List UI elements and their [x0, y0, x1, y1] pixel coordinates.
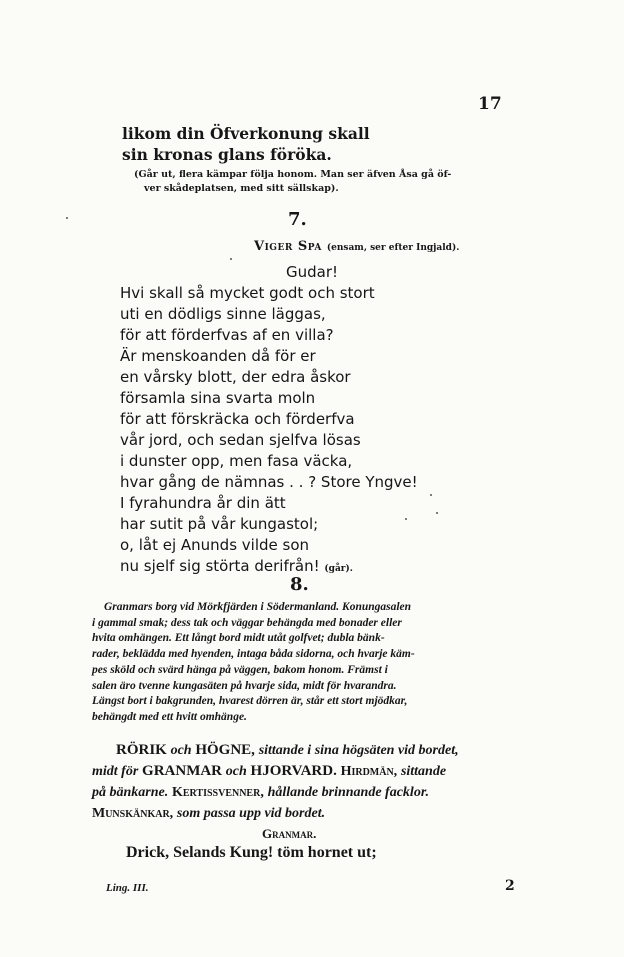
- cast-direction: hållande brinnande facklor.: [267, 785, 429, 800]
- cast-direction: på bänkarne.: [92, 785, 169, 800]
- speaker-heading: [254, 239, 459, 254]
- setting-description: [92, 600, 532, 726]
- speaker-name: Viger Spa: [254, 239, 322, 254]
- setting-line: Längst bort i bakgrunden, hvarest dörren är, står ett stort mjödkar,: [92, 695, 408, 708]
- verse-line: församla sina svarta moln: [120, 389, 316, 407]
- setting-line: i gammal smak; dess tak och väggar behängda med bonader eller: [92, 616, 402, 629]
- verse-line: för att förskräcka och förderfva: [120, 410, 355, 428]
- verse-block: [120, 263, 418, 580]
- character-name: GRANMAR: [142, 763, 223, 779]
- sheet-number: 2: [505, 878, 515, 894]
- speck: [405, 518, 407, 520]
- verse-line-text: nu sjelf sig störta derifrån!: [120, 557, 320, 575]
- speck: [230, 258, 232, 260]
- cast-line: [92, 761, 459, 782]
- character-name: Hirdmän,: [340, 764, 398, 779]
- character-name: Munskänkar,: [92, 806, 174, 821]
- cast-line: [116, 740, 459, 761]
- verse-line: Är menskoanden då för er: [120, 347, 316, 365]
- character-name: Kertissvenner,: [171, 785, 264, 800]
- exit-direction: (går).: [324, 564, 353, 574]
- speck: [436, 512, 438, 514]
- verse-line: Drick, Selands Kung! töm hornet ut;: [126, 844, 377, 861]
- scene-number: 8.: [290, 574, 309, 595]
- verse-line: i dunster opp, men fasa väcka,: [120, 452, 353, 470]
- verse-line: likom din Öfverkonung skall: [122, 124, 370, 143]
- scene-number: 7.: [288, 209, 307, 230]
- stage-direction: (Går ut, flera kämpar följa honom. Man ser äfven Åsa gå öf-: [134, 169, 452, 180]
- verse-line: sin kronas glans förökа.: [122, 145, 332, 164]
- cast-connector: och: [225, 764, 247, 779]
- verse-line: vår jord, och sedan sjelfva lösas: [120, 431, 361, 449]
- speck: [66, 217, 68, 219]
- setting-line: Granmars borg vid Mörkfjärden i Södermanland. Konungasalen: [104, 601, 412, 613]
- signature-mark: Ling. III.: [106, 882, 149, 894]
- verse-line: har sutit på vår kungastol;: [120, 515, 319, 533]
- verse-line: hvar gång de nämnas . . ? Store Yngve!: [120, 473, 418, 491]
- verse-line: Hvi skall så mycket godt och stort: [120, 284, 375, 302]
- setting-line: salen äro tvenne kungasäten på hvarje sida, midt för hvarandra.: [92, 679, 397, 692]
- page-number: 17: [478, 94, 502, 114]
- setting-line: hvita omhängen. Ett långt bord midt utåt golfvet; dubla bänk-: [92, 632, 385, 645]
- cast-line: [92, 782, 459, 803]
- setting-line: behängdt med ett hvitt omhänge.: [92, 710, 247, 723]
- cast-list: [92, 740, 459, 824]
- cast-line: [92, 803, 459, 824]
- character-name: HJORVARD.: [250, 763, 337, 779]
- verse-line: en vårsky blott, der edra åskor: [120, 368, 351, 386]
- speck: [430, 494, 432, 496]
- setting-line: rader, beklädda med hyenden, intaga båda sidorna, och hvarje käm-: [92, 648, 415, 661]
- verse-line: [120, 556, 418, 580]
- verse-line: för att förderfvas af en villa?: [120, 326, 334, 344]
- character-name: RÖRIK: [116, 742, 167, 758]
- cast-connector: och: [170, 743, 192, 758]
- verse-line: I fyrahundra år din ätt: [120, 494, 286, 512]
- cast-direction: som passa upp vid bordet.: [176, 806, 326, 821]
- character-name: HÖGNE,: [195, 742, 255, 758]
- verse-line: uti en dödligs sinne läggas,: [120, 305, 326, 323]
- setting-line: pes sköld och svärd hänga på väggen, bakom honom. Främst i: [92, 663, 388, 676]
- speaker-heading: Granmar.: [262, 826, 317, 841]
- verse-line: o, låt ej Anunds vilde son: [120, 536, 310, 554]
- stage-direction: ver skådeplatsen, med sitt sällskap).: [144, 183, 339, 194]
- cast-direction: midt för: [92, 764, 139, 779]
- verse-line: Gudar!: [286, 263, 339, 281]
- speaker-direction: (ensam, ser efter Ingjald).: [326, 243, 460, 253]
- cast-direction: sittande i sina högsäten vid bordet,: [258, 743, 459, 758]
- cast-direction: sittande: [400, 764, 447, 779]
